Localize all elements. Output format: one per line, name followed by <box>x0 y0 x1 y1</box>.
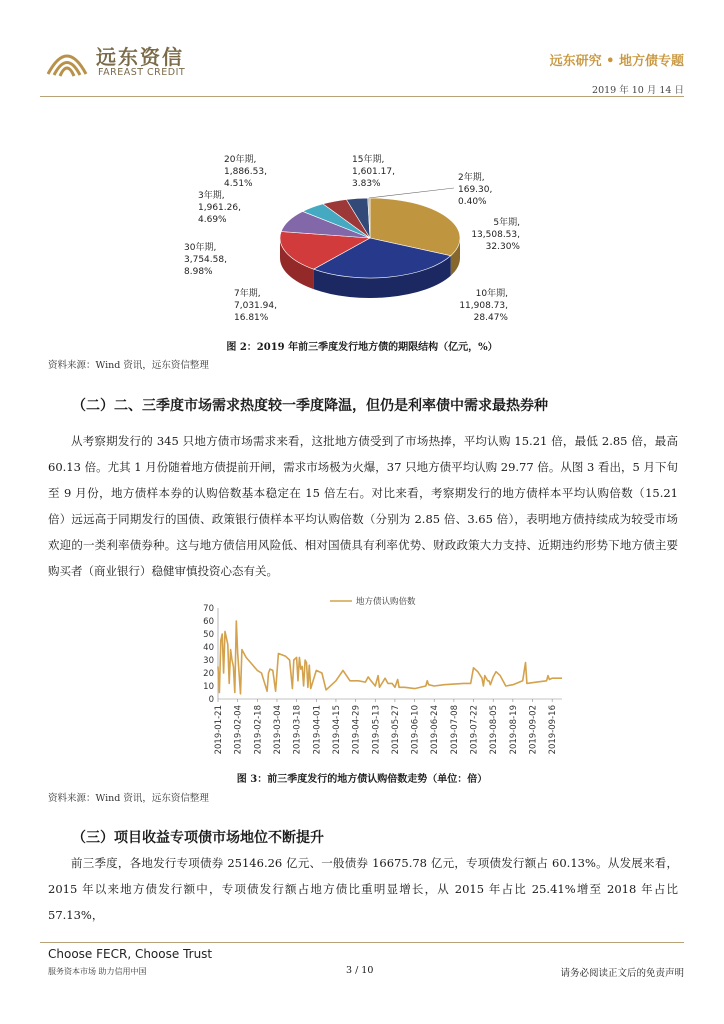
x-tick-label: 2019-07-22 <box>469 705 480 755</box>
section3-title: （三）项目收益专项债市场地位不断提升 <box>72 830 324 846</box>
x-tick-label: 2019-08-19 <box>508 705 519 755</box>
x-tick-label: 2019-06-24 <box>430 705 441 755</box>
figure2-source: 资料来源：Wind 资讯，远东资信整理 <box>48 360 209 371</box>
y-tick-label: 30 <box>203 656 214 666</box>
section3-text: 前三季度，各地发行专项债券 25146.26 亿元、一般债券 16675.78 亿元，专项债发行额占 60.13%。从发展来看，2015 年以来地方债发行额中，专项债发行额占地方债比重明显增长，从 2015 年占比 25.41%增至 2018 年占比 57.13%， <box>48 856 678 922</box>
y-tick-label: 40 <box>203 643 214 653</box>
figure3-source: 资料来源：Wind 资讯，远东资信整理 <box>48 793 209 804</box>
pie-label-7-: 7年期, 7,031.94, 16.81% <box>234 289 277 323</box>
pie-label-5-: 5年期, 13,508.53, 32.30% <box>471 218 520 252</box>
company-name-en: FAREAST CREDIT <box>98 67 186 78</box>
x-tick-label: 2019-04-29 <box>351 705 362 755</box>
x-tick-label: 2019-09-02 <box>528 705 539 755</box>
x-tick-label: 2019-01-21 <box>214 705 224 755</box>
x-tick-label: 2019-09-16 <box>548 705 559 755</box>
y-tick-label: 70 <box>203 604 214 614</box>
y-tick-label: 60 <box>203 617 214 627</box>
section2-paragraph <box>48 428 678 584</box>
x-tick-label: 2019-07-08 <box>449 705 460 755</box>
x-tick-label: 2019-04-15 <box>331 705 342 755</box>
figure2-caption: 图 2：2019 年前三季度发行地方债的期限结构（亿元，%） <box>226 342 498 353</box>
x-tick-label: 2019-03-04 <box>272 705 283 755</box>
company-logo-icon <box>44 44 90 80</box>
pie-chart <box>170 150 550 335</box>
y-tick-label: 50 <box>203 630 214 640</box>
report-tag: 远东研究 • 地方债专题 <box>549 54 684 69</box>
report-date: 2019 年 10 月 14 日 <box>592 85 684 96</box>
legend-label: 地方债认购倍数 <box>356 597 416 607</box>
x-tick-label: 2019-05-13 <box>371 705 382 755</box>
x-tick-label: 2019-08-05 <box>489 705 500 755</box>
series-line-subscription-multiple <box>218 621 562 694</box>
x-tick-label: 2019-05-27 <box>390 705 401 755</box>
footer-slogan-en: Choose FECR, Choose Trust <box>48 947 213 961</box>
section3-paragraph <box>48 850 678 928</box>
line-chart <box>190 592 570 762</box>
y-tick-label: 0 <box>208 695 214 705</box>
x-tick-label: 2019-02-18 <box>253 705 264 755</box>
pie-label-10-: 10年期, 11,908.73, 28.47% <box>459 289 508 323</box>
page-number: 3 / 10 <box>346 965 374 976</box>
footer-slogan-cn: 服务资本市场 助力信用中国 <box>48 967 147 976</box>
y-tick-label: 10 <box>203 682 214 692</box>
pie-label-15-: 15年期, 1,601.17, 3.83% <box>352 155 395 189</box>
y-tick-label: 20 <box>203 669 214 679</box>
section2-text: 从考察期发行的 345 只地方债市场需求来看，这批地方债受到了市场热捧，平均认购 15.21 倍，最低 2.85 倍，最高 60.13 倍。尤其 1 月份随着地方债提前开闸，需求市场极为火爆，37 只地方债平均认购 29.77 倍。从图 3 看出，5 月下旬至 9 月份，地方债样本券的认购倍数基本稳定在 15 倍左右。对比来看，考察期发行的地方债样本平均认购倍数（15.21 倍）远远高于同期发行的国债、政策银行债样本平均认购倍数（分别为 2.85 倍、3.65 倍），表明地方债持续成为较受市场欢迎的一类利率债券种。这与地方债信用风险低、相对国债具有利率优势、财政政策大力支持、近期违约形势下地方债主要购买者（商业银行）稳健审慎投资心态有关。 <box>48 434 678 578</box>
x-tick-label: 2019-03-18 <box>292 705 303 755</box>
x-tick-label: 2019-06-10 <box>410 705 421 755</box>
pie-label-2-: 2年期, 169.30, 0.40% <box>458 173 493 207</box>
x-tick-label: 2019-04-01 <box>312 705 323 755</box>
footer-divider <box>40 942 684 943</box>
header-divider <box>40 96 684 97</box>
pie-label-20-: 20年期, 1,886.53, 4.51% <box>224 155 267 189</box>
disclaimer-note: 请务必阅读正文后的免责声明 <box>560 968 684 979</box>
company-name-cn: 远东资信 <box>96 45 184 69</box>
pie-label-30-: 30年期, 3,754.58, 8.98% <box>184 243 227 277</box>
pie-leader-2- <box>369 188 454 198</box>
x-tick-label: 2019-02-04 <box>233 705 244 755</box>
section2-title: （二）二、三季度市场需求热度较一季度降温，但仍是利率债中需求最热券种 <box>72 398 548 414</box>
figure3-caption: 图 3：前三季度发行的地方债认购倍数走势（单位：倍） <box>236 774 488 785</box>
pie-label-3-: 3年期, 1,961.26, 4.69% <box>198 191 241 225</box>
